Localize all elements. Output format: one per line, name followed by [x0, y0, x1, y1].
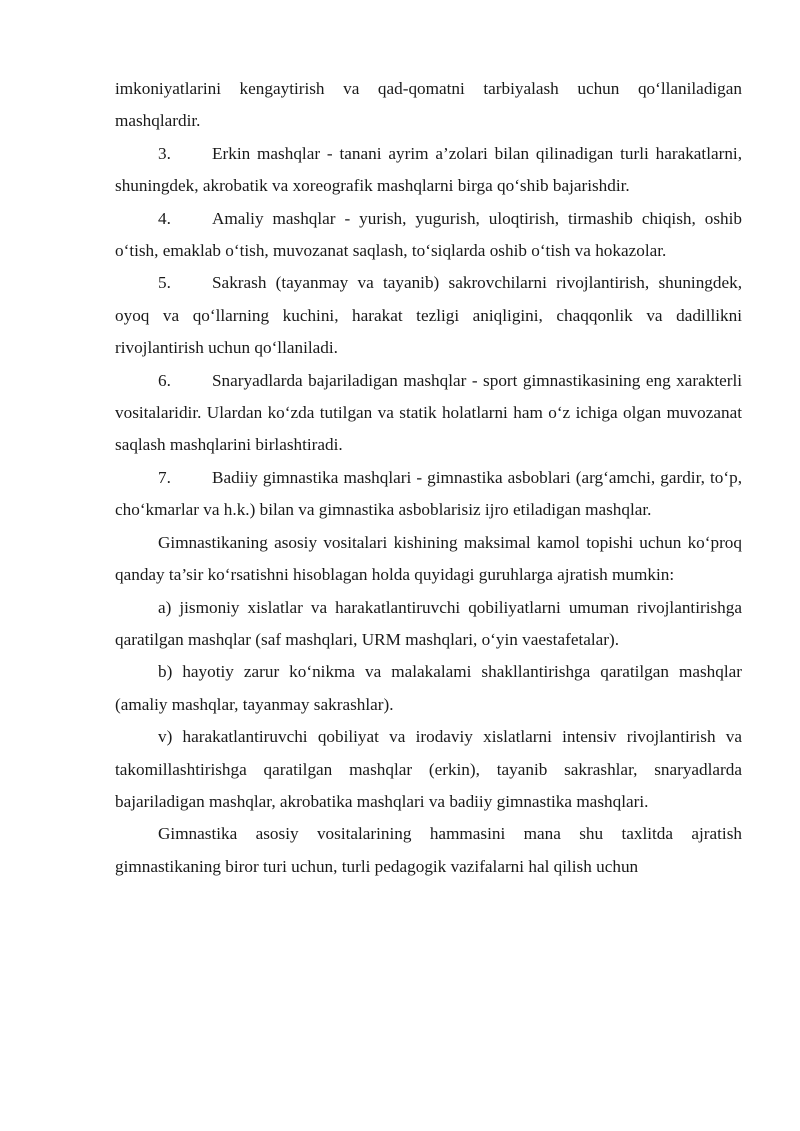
paragraph-continuation [115, 73, 742, 138]
list-number: 6. [158, 370, 171, 390]
list-number: 7. [158, 467, 171, 487]
paragraph-text: Amaliy mashqlar - yurish, yugurish, uloqtirish, tirmashib chiqish, oshib o‘tish, emaklab o‘tish, muvozanat saqlash, to‘siqlarda oshib o‘tish va hokazolar. [115, 208, 742, 261]
paragraph-text: Gimnastikaning asosiy vositalari kishining maksimal kamol topishi uchun ko‘proq qanday ta’sir ko‘rsatishni hisoblagan holda quyidagi guruhlarga ajratish mumkin: [115, 532, 742, 585]
paragraph-final [115, 818, 742, 883]
paragraph-text: Sakrash (tayanmay va tayanib) sakrovchilarni rivojlantirish, shuningdek, oyoq va qo‘llarning kuchini, harakat tezligi aniqligini, chaqqonlik va dadillikni rivojlantirish uchun qo‘llaniladi. [115, 273, 742, 358]
list-item-5 [115, 267, 742, 364]
list-item-4 [115, 203, 742, 268]
paragraph-text: Snaryadlarda bajariladigan mashqlar - sport gimnastikasining eng xarakterli vositalaridir. Ulardan ko‘zda tutilgan va statik holatlarni ham o‘z ichiga olgan muvozanat saqlash mashqlarini birlashtiradi. [115, 370, 742, 455]
group-item-b [115, 656, 742, 721]
paragraph-text: a) jismoniy xislatlar va harakatlantiruvchi qobiliyatlarni umuman rivojlantirishga qaratilgan mashqlar (saf mashqlari, URM mashqlari, o‘yin vaestafetalar). [115, 597, 742, 649]
list-item-6 [115, 365, 742, 462]
list-number: 3. [158, 143, 171, 163]
group-item-v [115, 721, 742, 818]
document-page [115, 73, 742, 883]
paragraph-text: imkoniyatlarini kengaytirish va qad-qomatni tarbiyalash uchun qo‘llaniladigan mashqlardir. [115, 79, 742, 131]
paragraph-text: Gimnastika asosiy vositalarining hammasini mana shu taxlitda ajratish gimnastikaning biror turi uchun, turli pedagogik vazifalarni hal qilish uchun [115, 824, 742, 876]
list-item-7 [115, 462, 742, 527]
paragraph-text: Badiiy gimnastika mashqlari - gimnastika asboblari (arg‘amchi, gardir, to‘p, cho‘kmarlar va h.k.) bilan va gimnastika asboblarisiz ijro etiladigan mashqlar. [115, 467, 742, 520]
paragraph-text: v) harakatlantiruvchi qobiliyat va irodaviy xislatlarni intensiv rivojlantirish va takomillashtirishga qaratilgan mashqlar (erkin), tayanib sakrashlar, snaryadlarda bajariladigan mashqlar, akrobatika mashqlari va badiiy gimnastika mashqlari. [115, 727, 742, 811]
list-number: 4. [158, 208, 171, 228]
paragraph-text: b) hayotiy zarur ko‘nikma va malakalami shakllantirishga qaratilgan mashqlar (amaliy mashqlar, tayanmay sakrashlar). [115, 662, 742, 714]
paragraph-intro-groups [115, 527, 742, 592]
group-item-a [115, 592, 742, 657]
list-number: 5. [158, 273, 171, 293]
list-item-3 [115, 138, 742, 203]
paragraph-text: Erkin mashqlar - tanani ayrim a’zolari bilan qilinadigan turli harakatlarni, shuningdek, akrobatik va xoreografik mashqlarni birga qo‘shib bajarishdir. [115, 143, 742, 196]
